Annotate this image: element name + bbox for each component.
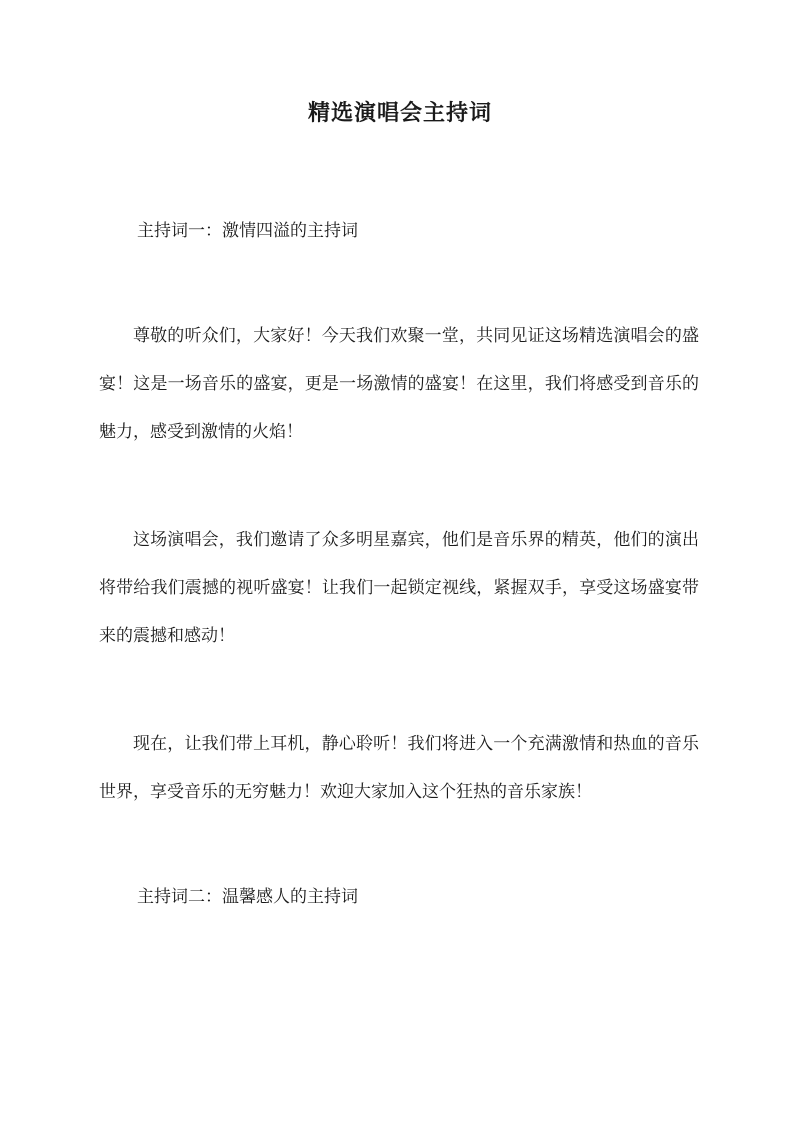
paragraph-2: 这场演唱会，我们邀请了众多明星嘉宾，他们是音乐界的精英，他们的演出将带给我们震撼的视听盛宴！让我们一起锁定视线，紧握双手，享受这场盛宴带来的震撼和感动！ [99,530,699,646]
page-title: 精选演唱会主持词 [307,100,492,126]
paragraph-1: 尊敬的听众们，大家好！今天我们欢聚一堂，共同见证这场精选演唱会的盛宴！这是一场音乐的盛宴，更是一场激情的盛宴！在这里，我们将感受到音乐的魅力，感受到激情的火焰！ [99,326,699,442]
paragraph-3: 现在，让我们带上耳机，静心聆听！我们将进入一个充满激情和热血的音乐世界，享受音乐的无穷魅力！欢迎大家加入这个狂热的音乐家族！ [99,734,699,802]
section-heading-1: 主持词一：激情四溢的主持词 [137,221,358,241]
section-heading-2: 主持词二：温馨感人的主持词 [137,887,358,907]
